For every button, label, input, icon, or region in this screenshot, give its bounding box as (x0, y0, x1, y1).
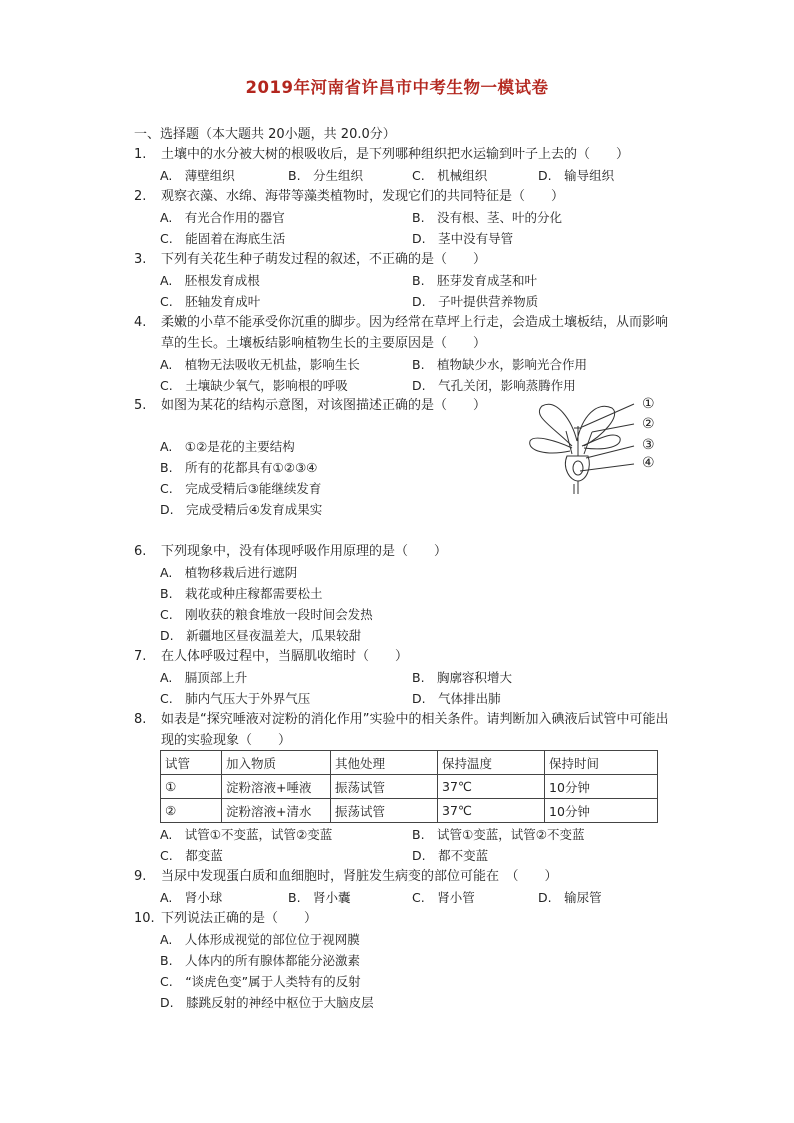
question-text: 当尿中发现蛋白质和血细胞时，肾脏发生病变的部位可能在 （ ） (161, 869, 558, 884)
question-text: 柔嫩的小草不能承受你沉重的脚步。因为经常在草坪上行走，会造成土壤板结，从而影响草的生长。土壤板结影响植物生长的主要原因是（ ） (161, 315, 669, 351)
table-cell: 振荡试管 (331, 799, 438, 823)
question-text: 如图为某花的结构示意图，对该图描述正确的是（ ） (161, 398, 487, 413)
option-d: D. 输尿管 (538, 890, 602, 905)
question-text: 观察衣藻、水绵、海带等藻类植物时，发现它们的共同特征是（ ） (161, 189, 565, 204)
experiment-table (160, 750, 658, 823)
table-header-cell: 试管 (161, 751, 222, 775)
table-cell: ② (161, 799, 222, 823)
question-number: 10. (134, 911, 155, 926)
option-a: A. 试管①不变蓝，试管②变蓝 (160, 827, 333, 842)
table-header-cell: 保持时间 (545, 751, 658, 775)
question-number: 7. (134, 649, 147, 664)
question-number: 8. (134, 712, 147, 727)
question-number: 6. (134, 544, 147, 559)
table-cell: ① (161, 775, 222, 799)
table-header-cell: 其他处理 (331, 751, 438, 775)
option-a: A. ①②是花的主要结构 (160, 439, 295, 454)
option-d: D. 气孔关闭，影响蒸腾作用 (412, 378, 576, 393)
option-a: A. 人体形成视觉的部位位于视网膜 (160, 932, 360, 947)
option-b: B. 分生组织 (288, 168, 364, 183)
option-c: C. 机械组织 (412, 168, 488, 183)
figure-label-4: ④ (642, 455, 655, 471)
option-b: B. 试管①变蓝，试管②不变蓝 (412, 827, 585, 842)
option-d: D. 都不变蓝 (412, 848, 489, 863)
table-cell: 10分钟 (545, 775, 658, 799)
option-a: A. 胚根发育成根 (160, 273, 260, 288)
option-c: C. 胚轴发育成叶 (160, 294, 261, 309)
question-text: 下列说法正确的是（ ） (161, 911, 318, 926)
question-4 (134, 312, 674, 354)
table-cell: 10分钟 (545, 799, 658, 823)
table-cell: 淀粉溶液+唾液 (222, 775, 331, 799)
table-cell: 淀粉溶液+清水 (222, 799, 331, 823)
flower-structure-diagram (522, 396, 662, 494)
question-number: 9. (134, 869, 147, 884)
option-d: D. 膝跳反射的神经中枢位于大脑皮层 (160, 995, 374, 1010)
option-b: B. 所有的花都具有①②③④ (160, 460, 318, 475)
question-number: 1. (134, 147, 147, 162)
question-text: 下列有关花生种子萌发过程的叙述，不正确的是（ ） (161, 252, 487, 267)
option-b: B. 人体内的所有腺体都能分泌激素 (160, 953, 361, 968)
option-d: D. 新疆地区昼夜温差大，瓜果较甜 (160, 628, 362, 643)
option-a: A. 肾小球 (160, 890, 223, 905)
option-b: B. 栽花或种庄稼都需要松土 (160, 586, 323, 601)
option-a: A. 植物移栽后进行遮阴 (160, 565, 298, 580)
option-a: A. 有光合作用的器官 (160, 210, 285, 225)
question-text: 土壤中的水分被大树的根吸收后，是下列哪种组织把水运输到叶子上去的（ ） (161, 147, 630, 162)
option-b: B. 植物缺少水，影响光合作用 (412, 357, 588, 372)
option-c: C. 都变蓝 (160, 848, 223, 863)
figure-label-1: ① (642, 396, 655, 412)
option-d: D. 茎中没有导管 (412, 231, 514, 246)
table-header-row (161, 751, 658, 775)
table-cell: 振荡试管 (331, 775, 438, 799)
question-number: 3. (134, 252, 147, 267)
option-c: C. 能固着在海底生活 (160, 231, 286, 246)
figure-label-3: ③ (642, 437, 655, 453)
option-a: A. 薄壁组织 (160, 168, 235, 183)
option-a: A. 植物无法吸收无机盐，影响生长 (160, 357, 360, 372)
section-heading: 一、选择题（本大题共 20小题，共 20.0分） (134, 127, 396, 142)
option-c: C. 完成受精后③能继续发育 (160, 481, 322, 496)
figure-label-2: ② (642, 416, 655, 432)
question-text: 如表是“探究唾液对淀粉的消化作用”实验中的相关条件。请判断加入碘液后试管中可能出现的实验现象（ ） (161, 712, 669, 748)
option-b: B. 胸廓容积增大 (412, 670, 513, 685)
option-c: C. 刚收获的粮食堆放一段时间会发热 (160, 607, 373, 622)
option-c: C. 土壤缺少氧气，影响根的呼吸 (160, 378, 348, 393)
option-d: D. 完成受精后④发育成果实 (160, 502, 323, 517)
question-8 (134, 709, 674, 751)
option-c: C. 肺内气压大于外界气压 (160, 691, 311, 706)
question-text: 下列现象中，没有体现呼吸作用原理的是（ ） (161, 544, 448, 559)
option-d: D. 子叶提供营养物质 (412, 294, 539, 309)
option-b: B. 没有根、茎、叶的分化 (412, 210, 563, 225)
table-header-cell: 加入物质 (222, 751, 331, 775)
table-cell: 37℃ (438, 775, 545, 799)
option-d: D. 输导组织 (538, 168, 615, 183)
option-c: C. 肾小管 (412, 890, 475, 905)
option-b: B. 肾小囊 (288, 890, 351, 905)
question-number: 4. (134, 315, 147, 330)
table-cell: 37℃ (438, 799, 545, 823)
question-number: 2. (134, 189, 147, 204)
option-a: A. 膈顶部上升 (160, 670, 248, 685)
option-d: D. 气体排出肺 (412, 691, 501, 706)
table-row (161, 799, 658, 823)
page-title: 2019年河南省许昌市中考生物一模试卷 (245, 78, 549, 97)
option-b: B. 胚芽发育成茎和叶 (412, 273, 538, 288)
question-text: 在人体呼吸过程中，当膈肌收缩时（ ） (161, 649, 409, 664)
table-header-cell: 保持温度 (438, 751, 545, 775)
question-number: 5. (134, 398, 147, 413)
option-c: C. “谈虎色变”属于人类特有的反射 (160, 974, 361, 989)
table-row (161, 775, 658, 799)
